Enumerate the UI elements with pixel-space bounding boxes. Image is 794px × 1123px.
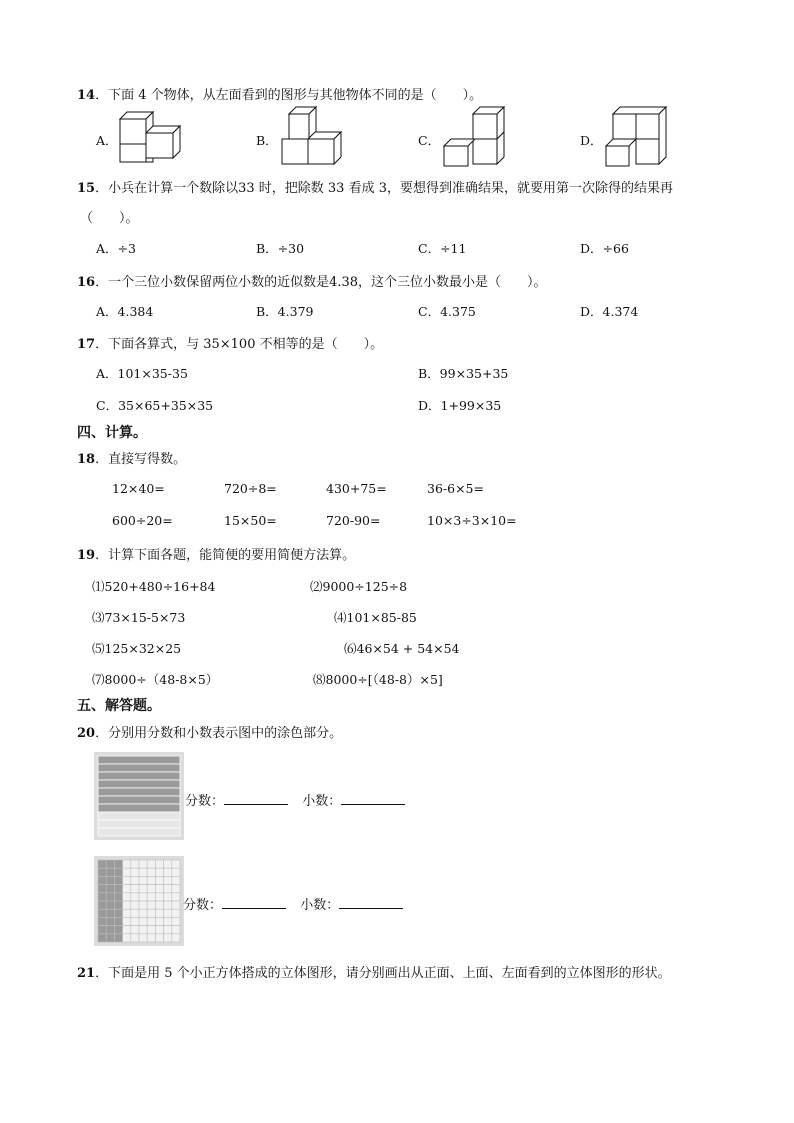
blank-cell [164, 909, 172, 917]
blank-cell [164, 868, 172, 876]
q20-stem [77, 722, 342, 741]
q14-option-b-figure [280, 106, 344, 166]
q18-item: 10×3÷3×10= [427, 513, 517, 528]
q14-option-b-label: B． [256, 133, 278, 148]
blank-cell [155, 893, 163, 901]
blank-cell [172, 885, 180, 893]
q14-text: ．下面 4 个物体，从左面看到的图形与其他物体不同的是（ ）。 [95, 88, 483, 103]
q20-answer-line-2 [183, 894, 403, 913]
shaded-cell [106, 893, 114, 901]
shaded-strip [98, 764, 180, 772]
blank-cell [123, 934, 131, 942]
shaded-cell [106, 860, 114, 868]
blank-cell [139, 917, 147, 925]
blank-cell [139, 909, 147, 917]
fraction-blank[interactable] [222, 896, 286, 909]
shaded-cell [106, 885, 114, 893]
q15-option-c: C．÷11 [418, 241, 467, 256]
q19-item-7: ⑺8000÷（48-8×5） [92, 672, 219, 687]
blank-cell [147, 885, 155, 893]
shaded-cell [98, 901, 106, 909]
q20-figure-grid [94, 856, 184, 946]
shaded-cell [114, 860, 122, 868]
blank-cell [131, 909, 139, 917]
blank-cell [139, 893, 147, 901]
q18-item: 12×40= [112, 481, 165, 496]
q17-option-b: B．99×35+35 [418, 366, 509, 381]
shaded-cell [98, 893, 106, 901]
shaded-cell [106, 901, 114, 909]
decimal-blank[interactable] [341, 792, 405, 805]
q17-option-a: A．101×35-35 [96, 366, 188, 381]
blank-cell [123, 868, 131, 876]
q14-option-d-label: D． [580, 133, 603, 148]
shaded-strip [98, 796, 180, 804]
shaded-cell [98, 917, 106, 925]
blank-cell [139, 868, 147, 876]
q20-figure-strips [94, 752, 184, 840]
shaded-cell [114, 901, 122, 909]
section-4-heading: 四、计算。 [77, 425, 147, 441]
shaded-cell [114, 868, 122, 876]
fraction-label: 分数： [183, 898, 223, 913]
q16-number: 16 [77, 275, 96, 290]
blank-strip [98, 812, 180, 820]
decimal-label: 小数： [300, 898, 340, 913]
blank-cell [155, 926, 163, 934]
blank-cell [139, 901, 147, 909]
q19-stem [77, 544, 355, 563]
q16-option-a: A．4.384 [96, 304, 154, 319]
blank-cell [123, 885, 131, 893]
shaded-cell [106, 868, 114, 876]
blank-cell [172, 860, 180, 868]
q19-item-2: ⑵9000÷125÷8 [310, 579, 408, 594]
shaded-cell [114, 926, 122, 934]
blank-cell [164, 860, 172, 868]
blank-cell [164, 917, 172, 925]
shaded-cell [114, 876, 122, 884]
blank-cell [155, 876, 163, 884]
q17-text: ．下面各算式，与 35×100 不相等的是（ ）。 [95, 337, 384, 352]
q14-option-a-figure [118, 110, 188, 164]
blank-cell [147, 893, 155, 901]
blank-cell [147, 917, 155, 925]
cube [444, 139, 475, 166]
blank-cell [139, 860, 147, 868]
q18-item: 720÷8= [224, 481, 277, 496]
shaded-strip [98, 756, 180, 764]
blank-cell [172, 926, 180, 934]
cube [606, 139, 636, 166]
shaded-strip [98, 804, 180, 812]
q15-option-a: A．÷3 [96, 241, 136, 256]
q19-item-5: ⑸125×32×25 [92, 641, 182, 656]
blank-cell [172, 934, 180, 942]
q19-text: ．计算下面各题，能简便的要用简便方法算。 [95, 548, 356, 563]
shaded-cell [98, 909, 106, 917]
q14-number: 14 [77, 88, 96, 103]
blank-cell [131, 868, 139, 876]
blank-cell [123, 909, 131, 917]
q21-number: 21 [77, 966, 96, 981]
blank-cell [155, 860, 163, 868]
q20-text: ．分别用分数和小数表示图中的涂色部分。 [95, 726, 343, 741]
q17-option-c: C．35×65+35×35 [96, 398, 214, 413]
blank-cell [147, 934, 155, 942]
q15-text: ．小兵在计算一个数除以33 时，把除数 33 看成 3，要想得到准确结果，就要用第一次除得的结果再 [95, 181, 673, 196]
blank-cell [131, 901, 139, 909]
q14-option-c-label: C． [418, 133, 441, 148]
q19-item-4: ⑷101×85-85 [334, 610, 417, 625]
shaded-strip [98, 780, 180, 788]
shaded-cell [114, 934, 122, 942]
blank-cell [155, 909, 163, 917]
shaded-cell [114, 885, 122, 893]
q16-stem [77, 271, 547, 290]
q18-item: 600÷20= [112, 513, 173, 528]
shaded-cell [106, 909, 114, 917]
blank-cell [172, 876, 180, 884]
blank-cell [155, 885, 163, 893]
q15-option-d: D．÷66 [580, 241, 629, 256]
blank-cell [155, 901, 163, 909]
blank-cell [172, 868, 180, 876]
shaded-cell [98, 926, 106, 934]
q20-answer-line-1 [185, 790, 405, 809]
blank-cell [172, 901, 180, 909]
blank-cell [164, 926, 172, 934]
blank-cell [147, 909, 155, 917]
q19-item-6: ⑹46×54 + 54×54 [344, 641, 460, 656]
q14-option-a-label: A． [96, 133, 118, 148]
q15-stem [77, 177, 673, 196]
blank-cell [131, 860, 139, 868]
blank-cell [123, 893, 131, 901]
blank-cell [147, 860, 155, 868]
blank-cell [139, 934, 147, 942]
blank-cell [155, 868, 163, 876]
blank-cell [139, 885, 147, 893]
q18-item: 430+75= [326, 481, 387, 496]
blank-strip [98, 820, 180, 828]
blank-cell [172, 893, 180, 901]
blank-strip [98, 828, 180, 836]
shaded-strip [98, 788, 180, 796]
shaded-cell [98, 876, 106, 884]
cube [282, 139, 308, 164]
q14-stem [77, 84, 482, 103]
shaded-cell [98, 868, 106, 876]
q15-stem-line2: （ ）。 [80, 211, 139, 226]
blank-cell [123, 926, 131, 934]
blank-cell [123, 876, 131, 884]
q18-item: 15×50= [224, 513, 277, 528]
q15-option-b: B．÷30 [256, 241, 305, 256]
shaded-cell [114, 909, 122, 917]
blank-cell [131, 876, 139, 884]
q16-text: ．一个三位小数保留两位小数的近似数是4.38，这个三位小数最小是（ ）。 [95, 275, 547, 290]
shaded-cell [98, 860, 106, 868]
q17-number: 17 [77, 337, 96, 352]
blank-cell [131, 917, 139, 925]
q14-option-c-figure [442, 106, 506, 168]
q16-option-c: C．4.375 [418, 304, 476, 319]
shaded-cell [106, 876, 114, 884]
cube [146, 126, 180, 158]
blank-cell [164, 934, 172, 942]
cube [308, 132, 341, 164]
shaded-cell [106, 926, 114, 934]
blank-cell [123, 860, 131, 868]
shaded-cell [98, 885, 106, 893]
blank-cell [131, 885, 139, 893]
blank-cell [147, 926, 155, 934]
blank-cell [155, 917, 163, 925]
q21-stem [77, 962, 671, 981]
blank-cell [164, 893, 172, 901]
shaded-cell [106, 917, 114, 925]
q14-option-d-figure [604, 106, 670, 168]
decimal-blank[interactable] [339, 896, 403, 909]
blank-cell [131, 934, 139, 942]
blank-cell [147, 868, 155, 876]
fraction-blank[interactable] [224, 792, 288, 805]
cube [473, 107, 504, 139]
blank-cell [131, 893, 139, 901]
q19-item-3: ⑶73×15-5×73 [92, 610, 186, 625]
q21-text: ．下面是用 5 个小正方体搭成的立体图形，请分别画出从正面、上面、左面看到的立体图形的形状。 [95, 966, 671, 981]
blank-cell [164, 876, 172, 884]
shaded-cell [114, 893, 122, 901]
shaded-strip [98, 772, 180, 780]
blank-cell [164, 885, 172, 893]
blank-cell [147, 901, 155, 909]
q17-stem [77, 333, 383, 352]
blank-cell [139, 926, 147, 934]
blank-cell [164, 901, 172, 909]
decimal-label: 小数： [302, 794, 342, 809]
q19-number: 19 [77, 548, 96, 563]
blank-cell [123, 901, 131, 909]
q18-item: 36-6×5= [427, 481, 484, 496]
shaded-cell [114, 917, 122, 925]
q19-item-8: ⑻8000÷[（48-8）×5] [313, 672, 443, 687]
q17-option-d: D．1+99×35 [418, 398, 502, 413]
blank-cell [155, 934, 163, 942]
q15-number: 15 [77, 181, 96, 196]
q20-number: 20 [77, 726, 96, 741]
cube [289, 107, 316, 139]
q16-option-b: B．4.379 [256, 304, 314, 319]
q18-text: ．直接写得数。 [95, 452, 187, 467]
q19-item-1: ⑴520+480÷16+84 [92, 579, 216, 594]
q18-number: 18 [77, 452, 96, 467]
blank-cell [139, 876, 147, 884]
blank-cell [131, 926, 139, 934]
blank-cell [172, 909, 180, 917]
q18-item: 720-90= [326, 513, 381, 528]
q16-option-d: D．4.374 [580, 304, 639, 319]
blank-cell [147, 876, 155, 884]
blank-cell [172, 917, 180, 925]
shaded-cell [98, 934, 106, 942]
blank-cell [123, 917, 131, 925]
shaded-cell [106, 934, 114, 942]
q18-stem [77, 448, 186, 467]
fraction-label: 分数： [185, 794, 225, 809]
section-5-heading: 五、解答题。 [77, 698, 161, 714]
